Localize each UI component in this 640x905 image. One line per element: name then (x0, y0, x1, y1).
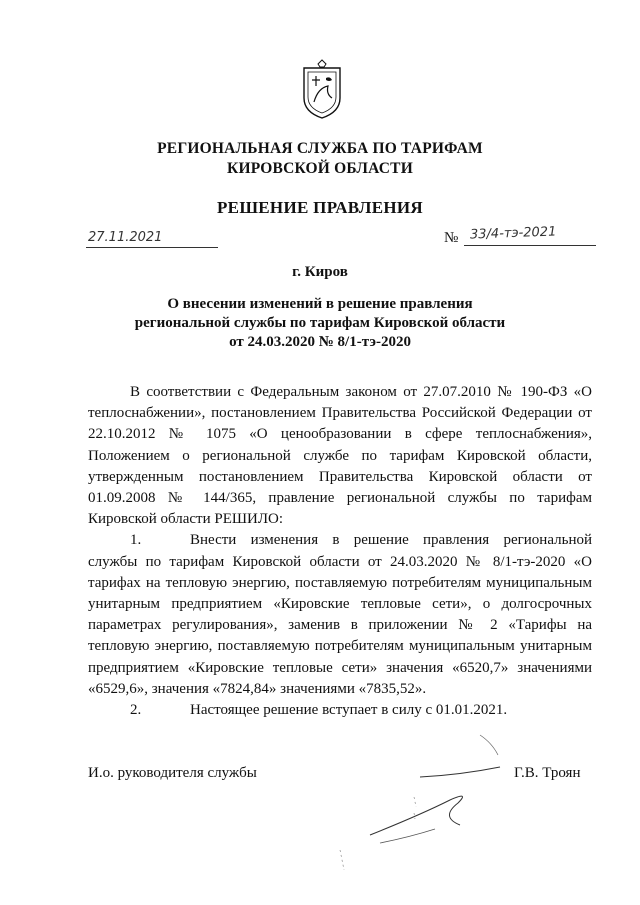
list-item (88, 530, 592, 700)
number-underline (464, 245, 596, 246)
city: г. Киров (292, 264, 348, 280)
item-number: 1. (130, 532, 142, 549)
subject-line1: О внесении изменений в решение правления (167, 296, 473, 312)
handwritten-date: 27.11.2021 (88, 230, 163, 245)
document-type: РЕШЕНИЕ ПРАВЛЕНИЯ (217, 198, 423, 217)
signer-name: Г.В. Троян (514, 765, 581, 781)
handwritten-number: 33/4-тэ-2021 (469, 224, 557, 243)
number-sign: № (444, 230, 459, 246)
subject-line2: региональной службы по тарифам Кировской области (134, 315, 506, 331)
item-text: Внести изменения в решение правления региональной службы по тарифам Кировской области от 24.03.2020 № 8/1-тэ-2020 «О тарифах на тепловую энергию, поставляемую потребителям муниципальным унитарным предприятием «Кировские тепловые сети», о долгосрочных параметрах регулирования», заменив в приложении № 2 «Тарифы на тепловую энергию, поставляемую потребителям муниципальным унитарным предприятием «Кировские тепловые сети» значения «6520,7» значениями «6529,6», значения «7824,84» значениями «7835,52». (88, 532, 592, 697)
org-name-line1: РЕГИОНАЛЬНАЯ СЛУЖБА ПО ТАРИФАМ (157, 140, 483, 157)
handwritten-signature-icon (330, 725, 530, 875)
org-name-line2: КИРОВСКОЙ ОБЛАСТИ (227, 160, 413, 177)
signer-title: И.о. руководителя службы (88, 765, 257, 781)
list-item (88, 700, 592, 721)
item-number: 2. (130, 702, 142, 719)
coat-of-arms-icon (300, 58, 344, 120)
subject-line3: от 24.03.2020 № 8/1-тэ-2020 (229, 334, 411, 350)
item-text: Настоящее решение вступает в силу с 01.01.2021. (190, 702, 508, 719)
preamble-paragraph: В соответствии с Федеральным законом от 27.07.2010 № 190-ФЗ «О теплоснабжении», постановлением Правительства Российской Федерации от 22.10.2012 № 1075 «О ценообразовании в сфере теплоснабжения», Положением о региональной службе по тарифам Кировской области, утвержденным постановлением Правительства Кировской области от 01.09.2008 № 144/365, правление региональной службы по тарифам Кировской области РЕШИЛО: (88, 384, 592, 528)
document-body (88, 382, 592, 721)
date-underline (86, 247, 218, 248)
